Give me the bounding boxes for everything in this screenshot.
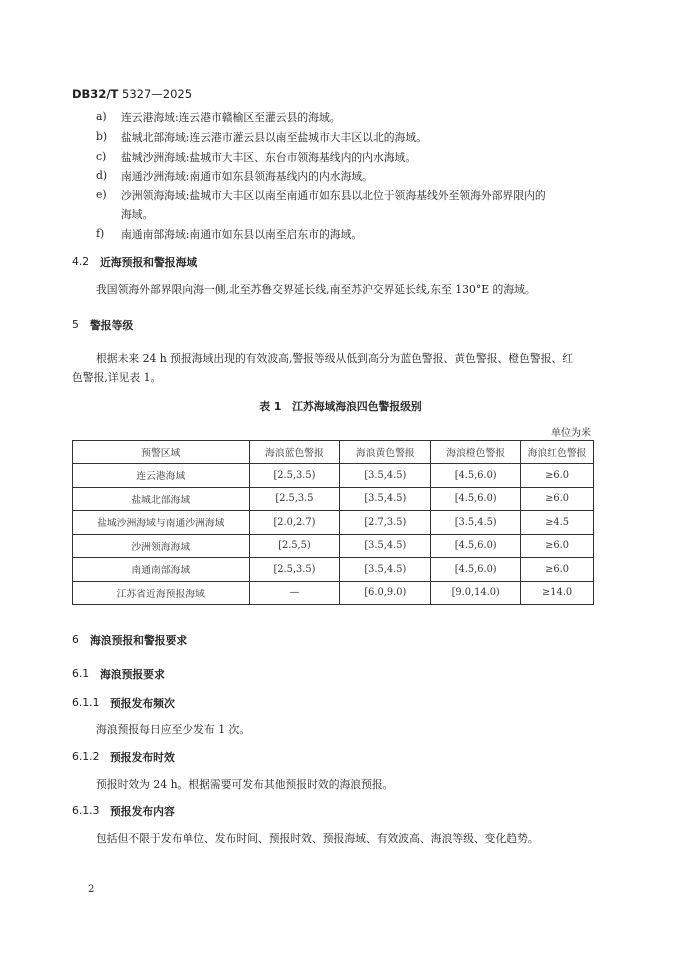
- table-cell: [4.5,6.0): [431, 464, 521, 488]
- standard-prefix: DB32/T: [72, 87, 119, 101]
- table-cell: 连云港海域: [73, 464, 250, 488]
- paragraph-continuation: 色警报,详见表 1。: [72, 371, 162, 384]
- table-cell: [2.5,3.5: [249, 487, 340, 511]
- paragraph: 根据未来 24 h 预报海域出现的有效波高,警报等级从低到高分为蓝色警报、黄色警报、橙色警报、红: [96, 352, 574, 365]
- table-cell: ≥4.5: [521, 511, 594, 535]
- table-cell: ≥6.0: [521, 534, 594, 558]
- list-item-continuation: 海域。: [121, 208, 154, 221]
- table-cell: ≥6.0: [521, 464, 594, 488]
- table-cell: 沙洲领海海域: [73, 534, 250, 558]
- table-row: [73, 581, 594, 605]
- table-unit: 单位为米: [551, 428, 591, 439]
- document-header: [72, 87, 192, 101]
- table-cell: [3.5,4.5): [340, 558, 431, 582]
- table-cell: [6.0,9.0): [340, 581, 431, 605]
- table-cell: [2.7,3.5): [340, 511, 431, 535]
- table-cell: ≥6.0: [521, 558, 594, 582]
- table-cell: —: [249, 581, 340, 605]
- table-cell: [4.5,6.0): [431, 534, 521, 558]
- table-cell: [2.5,5): [249, 534, 340, 558]
- header-cell: 预警区域: [73, 441, 250, 464]
- table-row: [73, 511, 594, 535]
- paragraph: 我国领海外部界限向海一侧,北至苏鲁交界延长线,南至苏沪交界延长线,东至 130°E 的海域。: [96, 283, 536, 296]
- table-row: [73, 558, 594, 582]
- table-header-row: [73, 441, 594, 464]
- table-cell: [4.5,6.0): [431, 487, 521, 511]
- table-cell: 江苏省近海预报海域: [73, 581, 250, 605]
- table-caption: 表 1 江苏海域海浪四色警报级别: [259, 400, 422, 413]
- table-cell: 盐城沙洲海域与南通沙洲海域: [73, 511, 250, 535]
- table-cell: [9.0,14.0): [431, 581, 521, 605]
- table-cell: [2.5,3.5): [249, 464, 340, 488]
- paragraph: 包括但不限于发布单位、发布时间、预报时效、预报海域、有效波高、海浪等级、变化趋势。: [96, 832, 539, 845]
- table-cell: 南通南部海域: [73, 558, 250, 582]
- header-cell: 海浪黄色警报: [340, 441, 431, 464]
- table-cell: [3.5,4.5): [431, 511, 521, 535]
- table-cell: [3.5,4.5): [340, 534, 431, 558]
- table-cell: [4.5,6.0): [431, 558, 521, 582]
- page-number: 2: [88, 884, 95, 895]
- table-cell: [2.0,2.7): [249, 511, 340, 535]
- paragraph: 海浪预报每日应至少发布 1 次。: [96, 723, 251, 736]
- table-cell: ≥6.0: [521, 487, 594, 511]
- table-row: [73, 464, 594, 488]
- header-cell: 海浪橙色警报: [431, 441, 521, 464]
- table-cell: [2.5,3.5): [249, 558, 340, 582]
- standard-number: 5327—2025: [122, 87, 193, 101]
- table-row: [73, 487, 594, 511]
- paragraph: 预报时效为 24 h。根据需要可发布其他预报时效的海浪预报。: [96, 778, 394, 791]
- header-cell: 海浪蓝色警报: [249, 441, 340, 464]
- table-cell: [3.5,4.5): [340, 464, 431, 488]
- table-cell: 盐城北部海域: [73, 487, 250, 511]
- table-cell: [3.5,4.5): [340, 487, 431, 511]
- warning-level-table: [72, 440, 594, 605]
- table-row: [73, 534, 594, 558]
- header-cell: 海浪红色警报: [521, 441, 594, 464]
- table-cell: ≥14.0: [521, 581, 594, 605]
